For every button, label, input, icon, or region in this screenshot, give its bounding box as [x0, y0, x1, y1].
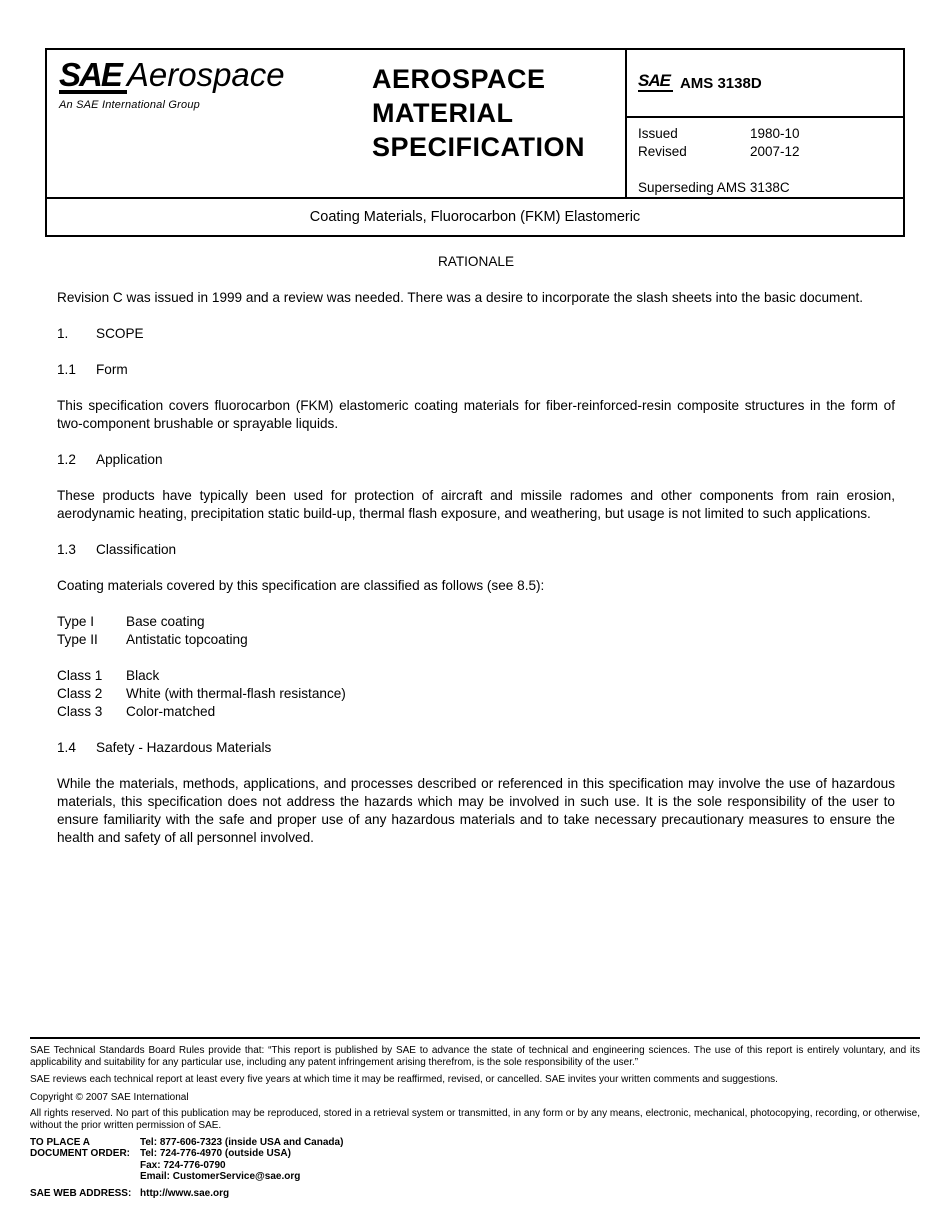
section-1-4-heading: [57, 739, 895, 757]
order-contact-lines: [140, 1137, 920, 1183]
type-desc: Antistatic topcoating: [126, 632, 248, 647]
section-1-3-heading: [57, 541, 895, 559]
section-title: Form: [96, 362, 128, 377]
web-url: http://www.sae.org: [140, 1187, 230, 1199]
page-footer: [30, 1037, 920, 1200]
rationale-text: Revision C was issued in 1999 and a review was needed. There was a desire to incorporate the slash sheets into the basic document.: [57, 290, 864, 305]
rationale-heading: RATIONALE: [437, 254, 515, 269]
section-1-4-text: While the materials, methods, applications, and processes described or referenced in this specification may involve the use of hazardous materials, this specification does not address the hazards which may be involved in such use. It is the sole responsibility of the user to ensure familiarity with the safe and proper use of any hazardous materials and to take necessary precautionary measures to ensure the health and safety of all personnel involved.: [57, 776, 895, 845]
class-desc: Black: [126, 668, 160, 683]
section-1-heading: [57, 325, 895, 343]
list-item: [57, 667, 895, 685]
section-number: 1.4: [57, 740, 76, 755]
section-number: 1.1: [57, 362, 76, 377]
order-label: TO PLACE A DOCUMENT ORDER:: [30, 1136, 130, 1160]
issued-date: 1980-10: [750, 126, 800, 141]
footer-rights: All rights reserved. No part of this publication may be reproduced, stored in a retrieval system or transmitted, in any form or by any means, electronic, mechanical, photocopying, recording, or otherwise, without the prior written permission of SAE.: [30, 1108, 920, 1131]
footer-board-rules: SAE Technical Standards Board Rules provide that: “This report is published by SAE to advance the state of technical and engineering sciences. The use of this report is entirely voluntary, and its applicability and suitability for any particular use, including any patent infringement arising therefrom, is the sole responsibility of the user.”: [30, 1045, 920, 1068]
document-body: [57, 253, 895, 865]
footer-divider: [30, 1037, 920, 1039]
list-item: [57, 613, 895, 631]
revised-date: 2007-12: [750, 144, 800, 159]
section-title: SCOPE: [96, 326, 144, 341]
class-label: Class 2: [57, 686, 103, 701]
footer-copyright: Copyright © 2007 SAE International: [30, 1091, 189, 1103]
doc-number: AMS 3138D: [679, 74, 762, 92]
order-tel-outside: Tel: 724-776-4970 (outside USA): [140, 1148, 291, 1160]
header-right-cell: [625, 50, 903, 197]
issue-revision-dates: [638, 125, 893, 161]
sae-aerospace-logo: [59, 58, 285, 111]
header-left-cell: [47, 50, 625, 197]
section-number: 1.: [57, 326, 69, 341]
class-desc: White (with thermal-flash resistance): [126, 686, 346, 701]
section-1-2-text: These products have typically been used for protection of aircraft and missile radomes and other components from rain erosion, aerodynamic heating, precipitation static build-up, thermal flash exposure, and weathering, but usage is not limited to such applications.: [57, 488, 895, 521]
type-label: Type II: [57, 632, 98, 647]
list-item: [57, 685, 895, 703]
section-number: 1.2: [57, 452, 76, 467]
section-title: Safety - Hazardous Materials: [96, 740, 272, 755]
logo-wordmark: [59, 58, 285, 94]
section-1-1-text: This specification covers fluorocarbon (FKM) elastomeric coating materials for fiber-reinforced-resin composite structures in the form of two-component brushable or sprayable liquids.: [57, 398, 895, 431]
logo-tagline: An SAE International Group: [59, 99, 200, 112]
section-number: 1.3: [57, 542, 76, 557]
classification-intro: Coating materials covered by this specification are classified as follows (see 8.5):: [57, 578, 545, 593]
doc-type-title: AEROSPACE MATERIAL SPECIFICATION: [372, 64, 586, 162]
header-top-row: [47, 50, 903, 197]
aerospace-wordmark: Aerospace: [126, 56, 285, 93]
doc-code: [627, 50, 903, 118]
class-desc: Color-matched: [126, 704, 216, 719]
section-title: Classification: [96, 542, 177, 557]
spec-header: [45, 48, 905, 237]
order-email: Email: CustomerService@sae.org: [140, 1171, 301, 1183]
section-title: Application: [96, 452, 163, 467]
type-desc: Base coating: [126, 614, 205, 629]
list-item: [57, 631, 895, 649]
list-item: [57, 703, 895, 721]
sae-logo-small-icon: SAE: [638, 74, 673, 92]
web-address-block: [30, 1188, 920, 1200]
footer-review-note: SAE reviews each technical report at least every five years at which time it may be reaffirmed, revised, or cancelled. SAE invites your written comments and suggestions.: [30, 1074, 778, 1086]
superseding-note: Superseding AMS 3138C: [638, 180, 790, 195]
dates-cell: [627, 118, 903, 197]
type-label: Type I: [57, 614, 95, 629]
class-list: [57, 667, 895, 721]
revised-label: Revised: [638, 144, 687, 159]
order-fax: Fax: 724-776-0790: [140, 1159, 226, 1171]
document-order-block: [30, 1137, 920, 1183]
issued-label: Issued: [638, 126, 678, 141]
type-list: [57, 613, 895, 649]
web-label: SAE WEB ADDRESS:: [30, 1187, 132, 1199]
sae-logo-icon: SAE: [59, 60, 127, 94]
class-label: Class 3: [57, 704, 103, 719]
order-tel-inside: Tel: 877-606-7323 (inside USA and Canada): [140, 1136, 344, 1148]
section-1-1-heading: [57, 361, 895, 379]
section-1-2-heading: [57, 451, 895, 469]
class-label: Class 1: [57, 668, 103, 683]
spec-title: Coating Materials, Fluorocarbon (FKM) Elastomeric: [47, 197, 903, 235]
